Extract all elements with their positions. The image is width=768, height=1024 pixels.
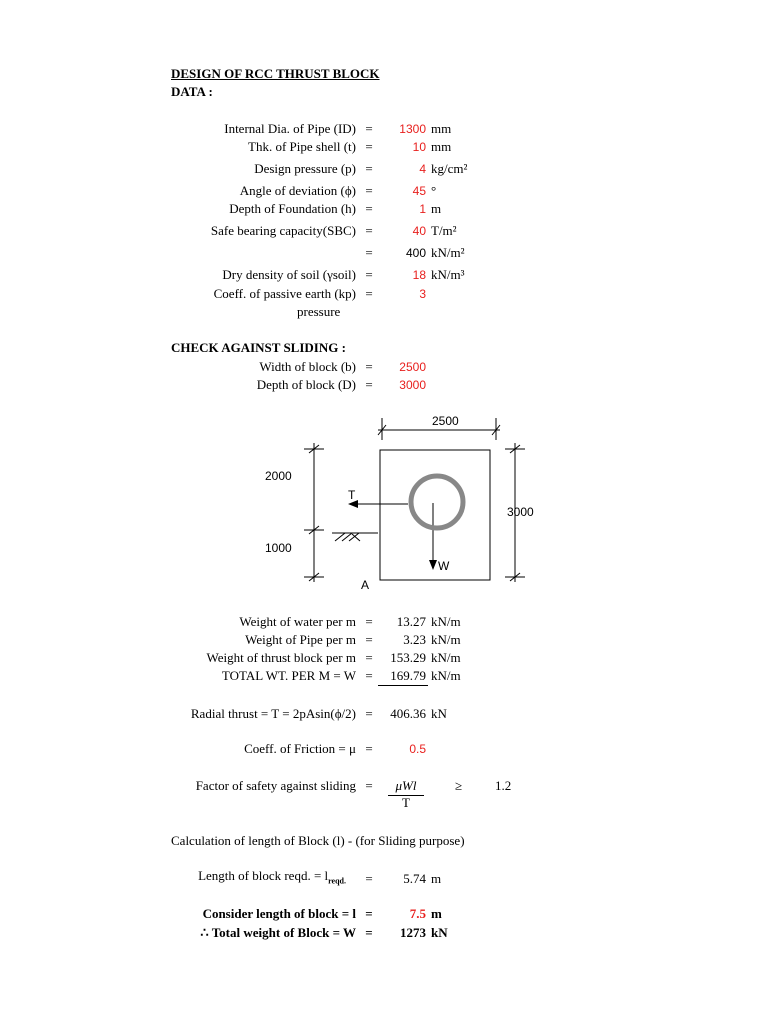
fos-numerator: μWl <box>395 778 417 793</box>
weight-arrowhead <box>429 560 437 570</box>
input-unit: mm <box>431 121 452 136</box>
weight-value: 169.79 <box>390 668 426 683</box>
consider-length-unit: m <box>431 906 442 921</box>
input-label: Internal Dia. of Pipe (ID) <box>224 121 356 136</box>
input-unit: kN/m² <box>431 245 465 260</box>
input-value: 10 <box>412 140 426 154</box>
input-unit: ° <box>431 183 437 198</box>
input-label: Depth of Foundation (h) <box>229 201 356 216</box>
weight-unit: kN/m <box>431 650 461 665</box>
input-equals: = <box>365 267 373 282</box>
radial-thrust-unit: kN <box>431 706 447 721</box>
fos-denominator: T <box>402 795 410 810</box>
dimension-equals: = <box>365 377 373 392</box>
input-value: 18 <box>412 268 426 282</box>
radial-thrust-equals: = <box>365 706 373 721</box>
input-unit: kg/cm² <box>431 161 468 176</box>
total-weight-equals: = <box>365 925 373 940</box>
weight-unit: kN/m <box>431 668 461 683</box>
input-label: Safe bearing capacity(SBC) <box>210 223 356 238</box>
lower-dim-label: 1000 <box>265 541 292 555</box>
fos-limit: 1.2 <box>495 778 512 793</box>
total-weight-value: 1273 <box>400 925 426 940</box>
weight-label: TOTAL WT. PER M = W <box>221 668 356 683</box>
data-heading: DATA : <box>171 84 213 99</box>
friction-equals: = <box>365 741 373 756</box>
fos-equals: = <box>365 778 373 793</box>
weight-equals: = <box>365 614 373 629</box>
dimension-label: Depth of block (D) <box>256 377 356 392</box>
input-unit: T/m² <box>431 223 457 238</box>
input-equals: = <box>365 201 373 216</box>
thrust-block-diagram <box>265 405 560 600</box>
consider-length-label: Consider length of block = l <box>202 906 356 921</box>
input-unit: m <box>431 201 442 216</box>
input-label: Angle of deviation (ϕ) <box>239 183 356 198</box>
input-label: Thk. of Pipe shell (t) <box>248 139 356 154</box>
weight-unit: kN/m <box>431 614 461 629</box>
weight-value: 13.27 <box>396 614 426 629</box>
weight-label: Weight of water per m <box>239 614 356 629</box>
input-label: Dry density of soil (γsoil) <box>222 267 356 282</box>
input-value: 1 <box>419 202 426 216</box>
input-unit: mm <box>431 139 452 154</box>
dimension-value: 3000 <box>399 378 426 392</box>
total-overline <box>378 685 428 686</box>
radial-thrust-value: 406.36 <box>390 706 426 721</box>
input-unit: kN/m³ <box>431 267 465 282</box>
point-a-label: A <box>361 578 370 592</box>
input-equals: = <box>365 161 373 176</box>
input-equals: = <box>365 286 373 301</box>
input-equals: = <box>365 183 373 198</box>
consider-length-value: 7.5 <box>409 906 426 921</box>
length-reqd-unit: m <box>431 871 442 886</box>
width-dim-label: 2500 <box>432 414 459 428</box>
length-heading: Calculation of length of Block (l) - (for Sliding purpose) <box>171 833 465 848</box>
total-weight-label: ∴ Total weight of Block = W <box>200 925 356 940</box>
friction-label: Coeff. of Friction = μ <box>244 741 356 756</box>
length-reqd-equals: = <box>365 871 373 886</box>
input-equals: = <box>365 223 373 238</box>
input-equals: = <box>365 121 373 136</box>
depth-dim-label: 3000 <box>507 505 534 519</box>
input-value: 40 <box>412 224 426 238</box>
weight-equals: = <box>365 668 373 683</box>
consider-length-equals: = <box>365 906 373 921</box>
total-weight-unit: kN <box>431 925 448 940</box>
fos-relation: ≥ <box>455 778 463 793</box>
length-reqd-label: Length of block reqd. = $l_{reqd.}$ <box>198 868 346 886</box>
kp-label-continuation: pressure <box>297 304 341 319</box>
input-value: 3 <box>419 287 426 301</box>
thrust-label: T <box>348 488 356 502</box>
weight-equals: = <box>365 632 373 647</box>
length-reqd-value: 5.74 <box>403 871 426 886</box>
dimension-value: 2500 <box>399 360 426 374</box>
weight-equals: = <box>365 650 373 665</box>
input-value: 4 <box>419 162 426 176</box>
input-value: 400 <box>405 246 426 260</box>
weight-value: 153.29 <box>390 650 426 665</box>
radial-thrust-label: Radial thrust = T = 2pAsin(ϕ/2) <box>190 706 356 721</box>
upper-dim-label: 2000 <box>265 469 292 483</box>
dimension-equals: = <box>365 359 373 374</box>
weight-label: Weight of Pipe per m <box>245 632 356 647</box>
dimension-label: Width of block (b) <box>259 359 356 374</box>
input-equals: = <box>365 245 373 260</box>
input-value: 1300 <box>399 122 426 136</box>
friction-value: 0.5 <box>409 742 426 756</box>
weight-value: 3.23 <box>403 632 426 647</box>
weight-label: W <box>438 559 450 573</box>
sliding-heading: CHECK AGAINST SLIDING : <box>171 340 346 355</box>
input-label: Design pressure (p) <box>254 161 356 176</box>
weight-label: Weight of thrust block per m <box>206 650 356 665</box>
fos-label: Factor of safety against sliding <box>195 778 356 793</box>
input-equals: = <box>365 139 373 154</box>
page-title: DESIGN OF RCC THRUST BLOCK <box>171 66 380 81</box>
input-label: Coeff. of passive earth (kp) <box>213 286 356 301</box>
input-value: 45 <box>412 184 426 198</box>
weight-unit: kN/m <box>431 632 461 647</box>
pipe-circle <box>411 476 463 528</box>
